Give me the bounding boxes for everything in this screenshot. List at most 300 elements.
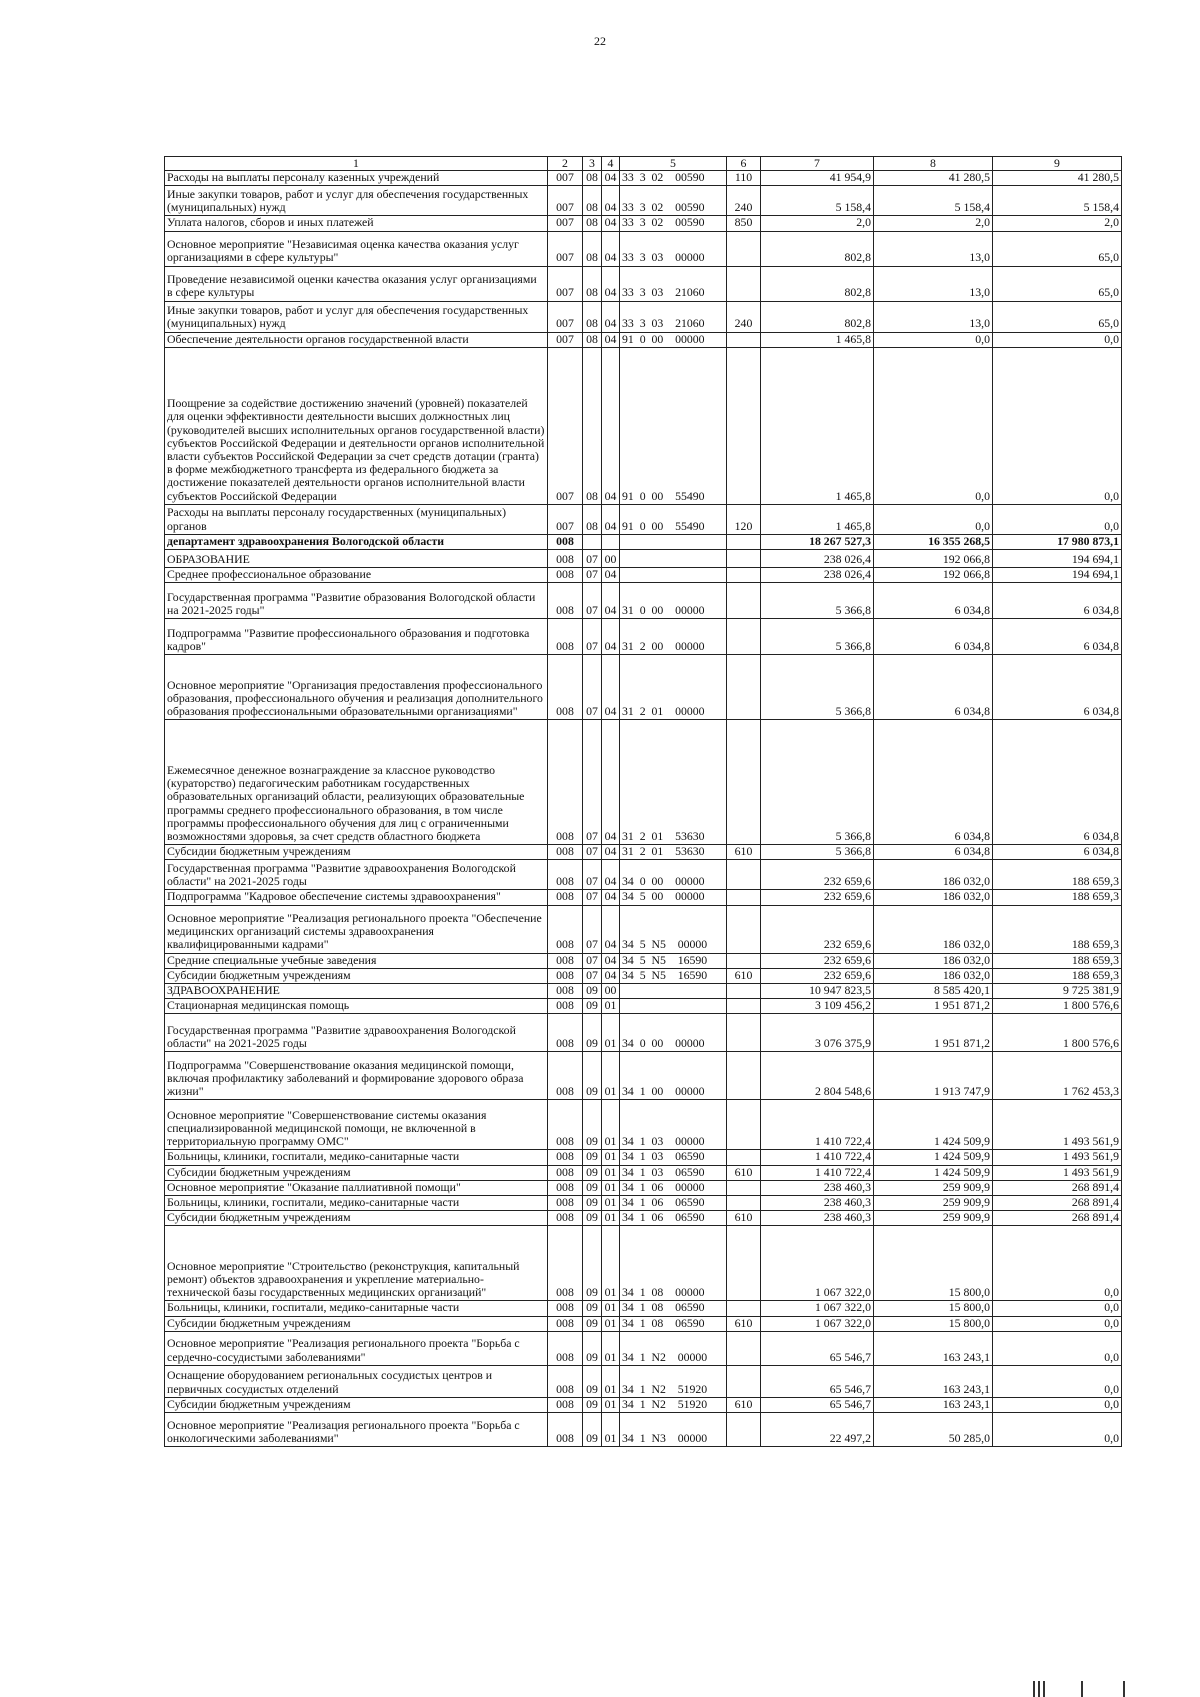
row-col-4: 04 [602,583,620,619]
row-col-9: 0,0 [993,332,1122,347]
row-col-2: 007 [548,347,583,504]
row-col-2: 007 [548,332,583,347]
row-col-7: 238 460,3 [761,1196,874,1211]
row-col-6: 610 [727,845,761,860]
table-body [165,171,1122,1447]
row-col-8: 6 034,8 [874,655,993,720]
header-col-5: 5 [620,157,727,171]
table-row [165,504,1122,534]
row-col-6 [727,231,761,266]
row-col-6 [727,568,761,583]
row-col-4: 01 [602,1052,620,1100]
table-row [165,984,1122,999]
row-col-4: 00 [602,550,620,568]
row-col-5: 31 2 00 00000 [620,619,727,655]
row-col-3: 09 [583,1301,602,1316]
row-name: Основное мероприятие "Совершенствование системы оказания специализированной медицинской помощи, не включенной в территориальную программу ОМС" [165,1100,548,1150]
row-col-7: 238 026,4 [761,550,874,568]
table-row [165,186,1122,216]
table-row [165,231,1122,266]
row-col-8: 163 243,1 [874,1397,993,1412]
table-row [165,1014,1122,1052]
header-row [165,157,1122,171]
header-col-3: 3 [583,157,602,171]
row-col-8: 186 032,0 [874,905,993,953]
row-col-9: 188 659,3 [993,968,1122,983]
row-col-6: 240 [727,186,761,216]
row-col-8: 6 034,8 [874,845,993,860]
row-col-7: 232 659,6 [761,905,874,953]
row-col-4: 04 [602,890,620,905]
row-col-6: 610 [727,1211,761,1226]
table-row [165,1196,1122,1211]
row-col-5 [620,568,727,583]
row-col-6 [727,655,761,720]
row-name: Субсидии бюджетным учреждениям [165,845,548,860]
header-col-6: 6 [727,157,761,171]
row-col-6 [727,905,761,953]
table-row [165,171,1122,186]
row-col-2: 008 [548,1413,583,1447]
row-col-5: 34 1 03 06590 [620,1165,727,1180]
header-col-8: 8 [874,157,993,171]
row-col-3: 07 [583,968,602,983]
row-name: Государственная программа "Развитие здравоохранения Вологодской области" на 2021-2025 годы [165,860,548,890]
row-col-4: 01 [602,1316,620,1331]
row-col-7: 2 804 548,6 [761,1052,874,1100]
row-col-6 [727,953,761,968]
row-col-9: 0,0 [993,1226,1122,1301]
row-col-2: 008 [548,1226,583,1301]
row-col-9: 268 891,4 [993,1196,1122,1211]
row-col-2: 008 [548,568,583,583]
row-col-9: 65,0 [993,231,1122,266]
row-col-2: 008 [548,720,583,845]
row-name: Обеспечение деятельности органов государственной власти [165,332,548,347]
row-col-3: 07 [583,583,602,619]
row-col-8: 8 585 420,1 [874,984,993,999]
row-col-8: 0,0 [874,504,993,534]
row-col-9: 188 659,3 [993,905,1122,953]
row-name: Основное мероприятие "Организация предоставления профессионального образования, профессионального обучения и реализация дополнительного образования профессиональными образовательными организациями" [165,655,548,720]
row-col-6 [727,1180,761,1195]
row-col-4: 01 [602,1165,620,1180]
row-col-4: 01 [602,1150,620,1165]
row-col-2: 008 [548,1211,583,1226]
row-col-5: 33 3 03 00000 [620,231,727,266]
row-col-5: 31 2 01 53630 [620,720,727,845]
row-col-3: 09 [583,1331,602,1365]
row-col-7: 1 067 322,0 [761,1226,874,1301]
row-col-2: 007 [548,301,583,332]
row-col-3: 09 [583,1226,602,1301]
row-col-7: 5 366,8 [761,583,874,619]
row-name: Государственная программа "Развитие образования Вологодской области на 2021-2025 годы" [165,583,548,619]
row-col-4: 01 [602,1301,620,1316]
row-col-2: 008 [548,1150,583,1165]
row-col-9: 0,0 [993,1397,1122,1412]
row-col-4: 01 [602,1180,620,1195]
row-col-6 [727,984,761,999]
row-col-7: 232 659,6 [761,968,874,983]
table-row [165,905,1122,953]
row-col-5: 34 5 N5 16590 [620,953,727,968]
row-col-5: 34 1 08 06590 [620,1316,727,1331]
row-col-8: 186 032,0 [874,968,993,983]
row-name: ЗДРАВООХРАНЕНИЕ [165,984,548,999]
row-col-9: 188 659,3 [993,860,1122,890]
row-col-9: 0,0 [993,1331,1122,1365]
row-col-9: 6 034,8 [993,619,1122,655]
table-row [165,619,1122,655]
row-col-7: 3 109 456,2 [761,999,874,1014]
row-col-5: 34 1 03 00000 [620,1100,727,1150]
row-col-2: 008 [548,1196,583,1211]
row-col-8: 5 158,4 [874,186,993,216]
row-col-2: 008 [548,1100,583,1150]
row-col-2: 008 [548,534,583,549]
row-col-9: 9 725 381,9 [993,984,1122,999]
table-row [165,216,1122,231]
row-col-8: 50 285,0 [874,1413,993,1447]
row-col-7: 5 158,4 [761,186,874,216]
table-row [165,1180,1122,1195]
row-col-3: 08 [583,216,602,231]
row-col-9: 1 493 561,9 [993,1165,1122,1180]
row-col-4: 04 [602,301,620,332]
row-col-4: 04 [602,953,620,968]
row-col-5 [620,550,727,568]
row-col-2: 008 [548,1180,583,1195]
row-col-7: 5 366,8 [761,619,874,655]
row-col-8: 1 951 871,2 [874,1014,993,1052]
table-row [165,845,1122,860]
row-name: Основное мероприятие "Оказание паллиативной помощи" [165,1180,548,1195]
row-col-9: 1 493 561,9 [993,1150,1122,1165]
row-col-2: 008 [548,1165,583,1180]
table-row [165,301,1122,332]
row-col-9: 194 694,1 [993,550,1122,568]
row-name: Государственная программа "Развитие здравоохранения Вологодской области" на 2021-2025 годы [165,1014,548,1052]
row-col-4: 04 [602,968,620,983]
row-col-3: 09 [583,1316,602,1331]
row-col-4: 01 [602,1014,620,1052]
row-col-8: 186 032,0 [874,890,993,905]
row-col-9: 17 980 873,1 [993,534,1122,549]
row-col-9: 0,0 [993,1301,1122,1316]
row-col-6 [727,347,761,504]
row-col-2: 008 [548,953,583,968]
table-row [165,1316,1122,1331]
row-col-8: 192 066,8 [874,568,993,583]
row-col-6 [727,266,761,301]
row-col-3: 07 [583,890,602,905]
header-col-4: 4 [602,157,620,171]
row-col-5: 34 1 N2 51920 [620,1365,727,1397]
row-col-8: 6 034,8 [874,619,993,655]
row-col-7: 1 465,8 [761,347,874,504]
row-col-6 [727,720,761,845]
row-col-9: 268 891,4 [993,1180,1122,1195]
table-row [165,266,1122,301]
row-name: Основное мероприятие "Реализация регионального проекта "Борьба с сердечно-сосудистыми заболеваниями" [165,1331,548,1365]
row-col-6: 610 [727,968,761,983]
row-name: Субсидии бюджетным учреждениям [165,1165,548,1180]
row-col-6 [727,1413,761,1447]
table-row [165,568,1122,583]
row-col-7: 5 366,8 [761,720,874,845]
row-col-7: 1 465,8 [761,504,874,534]
row-col-4: 01 [602,1365,620,1397]
row-col-5: 34 1 03 06590 [620,1150,727,1165]
row-col-3: 09 [583,1180,602,1195]
row-col-3: 07 [583,953,602,968]
header-col-7: 7 [761,157,874,171]
row-col-9: 1 800 576,6 [993,1014,1122,1052]
row-col-6 [727,1301,761,1316]
table-row [165,1211,1122,1226]
row-col-7: 1 067 322,0 [761,1316,874,1331]
row-name: ОБРАЗОВАНИЕ [165,550,548,568]
row-name: Субсидии бюджетным учреждениям [165,1397,548,1412]
row-col-9: 5 158,4 [993,186,1122,216]
row-col-9: 0,0 [993,347,1122,504]
row-col-5: 33 3 03 21060 [620,301,727,332]
row-col-2: 007 [548,504,583,534]
row-col-2: 008 [548,1365,583,1397]
row-col-2: 008 [548,1301,583,1316]
row-name: Основное мероприятие "Строительство (реконструкция, капитальный ремонт) объектов здравоохранения и укрепление материально-технической базы государственных медицинских организаций" [165,1226,548,1301]
row-col-4: 01 [602,1397,620,1412]
row-col-3: 07 [583,568,602,583]
row-col-6 [727,619,761,655]
row-name: Среднее профессиональное образование [165,568,548,583]
table-row [165,890,1122,905]
row-col-3: 09 [583,1397,602,1412]
row-col-3: 08 [583,301,602,332]
row-col-9: 6 034,8 [993,655,1122,720]
row-col-9: 194 694,1 [993,568,1122,583]
row-col-2: 008 [548,1014,583,1052]
row-col-4: 04 [602,171,620,186]
row-col-8: 163 243,1 [874,1365,993,1397]
row-col-2: 007 [548,216,583,231]
row-col-2: 007 [548,186,583,216]
row-col-5: 31 2 01 53630 [620,845,727,860]
row-col-2: 008 [548,550,583,568]
row-col-6 [727,1365,761,1397]
row-col-2: 008 [548,999,583,1014]
row-name: Проведение независимой оценки качества оказания услуг организациями в сфере культуры [165,266,548,301]
row-col-4: 04 [602,504,620,534]
header-col-2: 2 [548,157,583,171]
table-row [165,1331,1122,1365]
row-col-7: 232 659,6 [761,890,874,905]
table-row [165,1100,1122,1150]
row-col-5 [620,999,727,1014]
row-col-8: 6 034,8 [874,583,993,619]
table-row [165,999,1122,1014]
row-col-7: 232 659,6 [761,860,874,890]
row-col-2: 008 [548,583,583,619]
row-col-8: 15 800,0 [874,1301,993,1316]
row-col-6: 240 [727,301,761,332]
table-row [165,550,1122,568]
row-col-7: 41 954,9 [761,171,874,186]
row-col-3: 08 [583,266,602,301]
row-col-5: 91 0 00 00000 [620,332,727,347]
row-col-6 [727,890,761,905]
row-name: Подпрограмма "Развитие профессионального образования и подготовка кадров" [165,619,548,655]
row-col-2: 008 [548,968,583,983]
row-col-6 [727,1100,761,1150]
row-col-3: 08 [583,332,602,347]
row-col-5: 34 1 08 06590 [620,1301,727,1316]
table-row [165,534,1122,549]
row-col-6: 610 [727,1165,761,1180]
row-col-9: 6 034,8 [993,583,1122,619]
row-col-8: 186 032,0 [874,953,993,968]
row-col-3: 07 [583,905,602,953]
table-row [165,953,1122,968]
row-col-3: 09 [583,1196,602,1211]
row-col-8: 259 909,9 [874,1211,993,1226]
row-col-5 [620,534,727,549]
row-col-5: 34 0 00 00000 [620,1014,727,1052]
row-col-4: 04 [602,347,620,504]
row-col-9: 268 891,4 [993,1211,1122,1226]
row-col-9: 0,0 [993,1365,1122,1397]
row-col-5: 34 5 N5 00000 [620,905,727,953]
row-col-3: 09 [583,1052,602,1100]
row-col-7: 1 410 722,4 [761,1165,874,1180]
row-col-4: 01 [602,1413,620,1447]
row-col-7: 1 410 722,4 [761,1150,874,1165]
row-col-4: 04 [602,619,620,655]
row-col-9: 2,0 [993,216,1122,231]
row-col-2: 008 [548,1316,583,1331]
row-col-6 [727,550,761,568]
row-col-9: 1 493 561,9 [993,1100,1122,1150]
row-col-8: 13,0 [874,301,993,332]
row-col-6 [727,1226,761,1301]
page-number: 22 [594,34,606,48]
table-header [165,157,1122,171]
row-col-4: 04 [602,216,620,231]
row-col-5: 34 1 N2 00000 [620,1331,727,1365]
row-col-9: 41 280,5 [993,171,1122,186]
row-col-2: 008 [548,905,583,953]
row-name: Основное мероприятие "Реализация регионального проекта "Обеспечение медицинских организаций системы здравоохранения квалифицированными кадрами" [165,905,548,953]
row-col-2: 008 [548,845,583,860]
row-col-7: 10 947 823,5 [761,984,874,999]
row-col-4: 01 [602,1100,620,1150]
row-col-5: 34 1 06 06590 [620,1211,727,1226]
row-col-3: 07 [583,845,602,860]
row-col-4: 04 [602,266,620,301]
row-col-6 [727,1052,761,1100]
row-col-7: 5 366,8 [761,845,874,860]
scan-marks [1033,1681,1163,1697]
row-col-5: 34 5 00 00000 [620,890,727,905]
row-col-6 [727,332,761,347]
row-col-3: 09 [583,1365,602,1397]
row-name: Подпрограмма "Кадровое обеспечение системы здравоохранения" [165,890,548,905]
row-col-6: 120 [727,504,761,534]
row-col-2: 008 [548,984,583,999]
row-name: Субсидии бюджетным учреждениям [165,968,548,983]
row-name: Больницы, клиники, госпитали, медико-санитарные части [165,1301,548,1316]
row-col-3: 09 [583,999,602,1014]
row-col-8: 15 800,0 [874,1226,993,1301]
row-col-8: 259 909,9 [874,1180,993,1195]
row-col-5 [620,984,727,999]
row-col-6 [727,534,761,549]
row-col-6: 110 [727,171,761,186]
row-col-3: 09 [583,1100,602,1150]
row-col-9: 0,0 [993,1316,1122,1331]
row-col-9: 6 034,8 [993,845,1122,860]
row-col-9: 0,0 [993,504,1122,534]
row-col-3: 09 [583,1211,602,1226]
row-col-8: 1 424 509,9 [874,1150,993,1165]
row-col-7: 802,8 [761,231,874,266]
row-col-8: 13,0 [874,266,993,301]
row-col-3: 07 [583,860,602,890]
row-col-4: 04 [602,905,620,953]
row-col-3: 07 [583,720,602,845]
row-col-7: 5 366,8 [761,655,874,720]
row-col-6 [727,860,761,890]
row-name: Подпрограмма "Совершенствование оказания медицинской помощи, включая профилактику заболеваний и формирование здорового образа жизни" [165,1052,548,1100]
row-col-6 [727,1196,761,1211]
row-col-4: 04 [602,332,620,347]
row-col-3: 07 [583,655,602,720]
row-name: Основное мероприятие "Независимая оценка качества оказания услуг организациями в сфере культуры" [165,231,548,266]
row-col-7: 65 546,7 [761,1365,874,1397]
row-col-8: 1 424 509,9 [874,1100,993,1150]
row-name: Иные закупки товаров, работ и услуг для обеспечения государственных (муниципальных) нужд [165,301,548,332]
row-col-8: 41 280,5 [874,171,993,186]
row-col-5: 34 1 00 00000 [620,1052,727,1100]
row-col-9: 65,0 [993,301,1122,332]
row-name: Расходы на выплаты персоналу казенных учреждений [165,171,548,186]
table-row [165,1150,1122,1165]
row-col-7: 18 267 527,3 [761,534,874,549]
row-col-7: 238 460,3 [761,1211,874,1226]
row-name: департамент здравоохранения Вологодской области [165,534,548,549]
row-col-2: 008 [548,1052,583,1100]
row-col-8: 0,0 [874,347,993,504]
row-col-6 [727,999,761,1014]
row-col-4: 04 [602,860,620,890]
row-col-8: 13,0 [874,231,993,266]
row-name: Основное мероприятие "Реализация регионального проекта "Борьба с онкологическими заболеваниями" [165,1413,548,1447]
row-col-3: 07 [583,550,602,568]
row-col-3 [583,534,602,549]
row-col-9: 1 762 453,3 [993,1052,1122,1100]
row-col-5: 33 3 02 00590 [620,216,727,231]
table-row [165,1165,1122,1180]
row-col-8: 15 800,0 [874,1316,993,1331]
row-col-7: 65 546,7 [761,1397,874,1412]
row-col-5: 34 5 N5 16590 [620,968,727,983]
row-col-6: 850 [727,216,761,231]
row-col-8: 16 355 268,5 [874,534,993,549]
row-col-7: 238 026,4 [761,568,874,583]
row-col-3: 08 [583,171,602,186]
row-col-4: 04 [602,186,620,216]
